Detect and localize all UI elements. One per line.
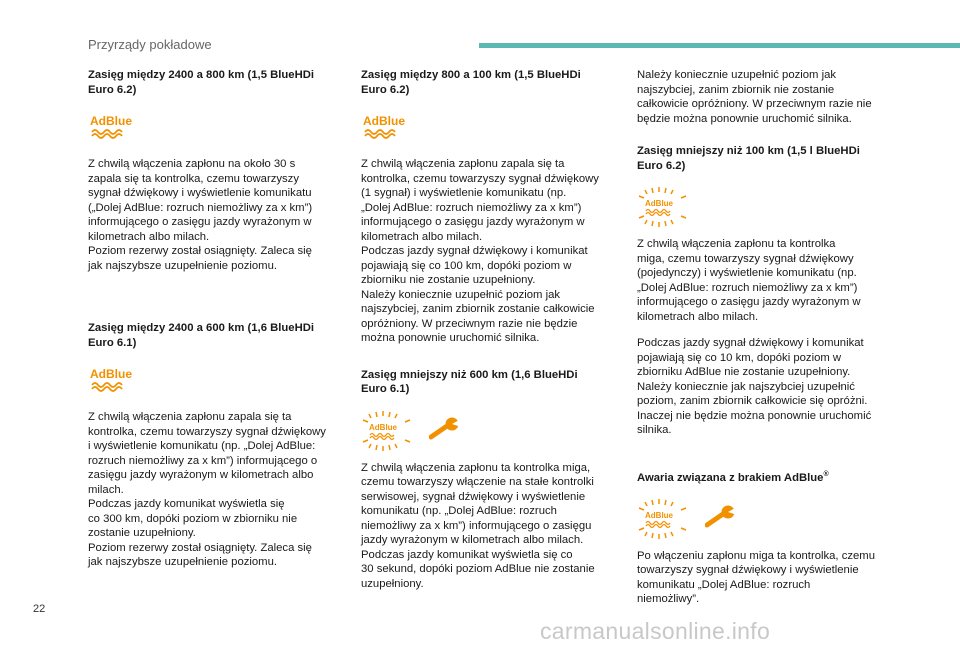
section-heading: Zasięg mniejszy niż 600 km (1,6 BlueHDi Euro 6.1) [361,368,578,395]
adblue-icon [88,113,138,139]
wrench-icon [705,505,739,529]
section-heading: Zasięg między 800 a 100 km (1,5 BlueHDi Euro 6.2) [361,69,581,96]
section-heading [637,468,919,485]
section-text: Z chwilą włączenia zapłonu na około 30 s zapala się ta kontrolka, czemu towarzyszy sygnał dźwiękowy i wyświetlenie komunikatu („Dolej AdBlue: rozruch niemożliwy za x km”) informującego o zasięgu jazdy wyrażonym w kilometrach albo milach. Poziom rezerwy został osiągnięty. Zaleca się jak najszybsze uzupełnienie poziomu. [88,158,313,272]
svg-text:AdBlue: AdBlue [645,510,673,520]
column-1 [88,68,370,570]
svg-text:AdBlue: AdBlue [645,199,673,208]
svg-text:AdBlue: AdBlue [90,114,132,128]
section-heading: Zasięg między 2400 a 800 km (1,5 BlueHDi Euro 6.2) [88,69,315,96]
section-text: Podczas jazdy sygnał dźwiękowy i komunikat pojawiają się co 10 km, dopóki poziom w zbiorniku AdBlue nie zostanie uzupełniony. Należy koniecznie jak najszybciej uzupełnić poziom, zanim zbiornik całkowicie się opróżni. Inaczej nie będzie można ponownie uruchomić silnika. [637,337,872,436]
page-header-bar [479,43,960,48]
section-text: Z chwilą włączenia zapłonu ta kontrolka miga, czemu towarzyszy włączenie na stałe kontrolki serwisowej, sygnał dźwiękowy i wyświetlenie komunikatu (np. „Dolej AdBlue: rozruch niemożliwy za x km”) informującego o zasięgu jazdy wyrażonym w kilometrach albo milach. Podczas jazdy komunikat wyświetla się co 30 sekund, dopóki poziom AdBlue nie zostanie uzupełniony. [361,461,595,590]
svg-text:AdBlue: AdBlue [363,114,405,128]
page-number: 22 [33,603,46,615]
adblue-blinking-service-icons [361,411,643,451]
section-text: Z chwilą włączenia zapłonu zapala się ta kontrolka, czemu towarzyszy sygnał dźwiękowy (1 sygnał) i wyświetlenie komunikatu (np. „Dolej AdBlue: rozruch niemożliwy za x km”) informującego o zasięgu jazdy wyrażonym w kilometrach albo milach. Podczas jazdy sygnał dźwiękowy i komunikat pojawiają się co 100 km, dopóki poziom w zbiorniku nie zostanie uzupełniony. Należy koniecznie uzupełnić poziom jak najszybciej, zanim zbiornik zostanie całkowicie opróżniony. W przeciwnym razie nie będzie można ponownie uruchomić silnika. [361,158,599,344]
adblue-blinking-service-icons [637,499,919,539]
section-heading: Zasięg mniejszy niż 100 km (1,5 l BlueHDi Euro 6.2) [637,145,860,172]
adblue-warning-icon [88,364,370,400]
column-2 [361,68,643,591]
heading-text: Awaria związana z brakiem AdBlue [637,471,824,484]
column-3 [637,68,919,607]
svg-text:AdBlue: AdBlue [90,367,132,381]
adblue-icon [88,366,138,392]
section-text: Z chwilą włączenia zapłonu ta kontrolka miga, czemu towarzyszy sygnał dźwiękowy (pojedynczy) i wyświetlenie komunikatu (np. „Dolej AdBlue: rozruch niemożliwy za x km”) informującego o zasięgu jazdy wyrażonym w kilometrach albo milach. [637,238,861,323]
adblue-blinking-icon [637,187,693,227]
wrench-icon [429,417,463,441]
adblue-warning-icon [361,111,643,147]
adblue-blinking-icon [361,411,417,451]
page-header-title: Przyrządy pokładowe [88,37,212,52]
adblue-blinking-icon-box [637,187,919,227]
section-text: Należy koniecznie uzupełnić poziom jak najszybciej, zanim zbiornik nie zostanie całkowicie opróżniony. W przeciwnym razie nie będzie można ponownie uruchomić silnika. [637,69,872,125]
adblue-warning-icon [88,111,370,147]
adblue-blinking-icon [637,499,693,539]
watermark: carmanualsonline.info [540,618,771,644]
adblue-icon [361,113,411,139]
section-text: Po włączeniu zapłonu miga ta kontrolka, czemu towarzyszy sygnał dźwiękowy i wyświetlenie komunikatu „Dolej AdBlue: rozruch niemożliwy”. [637,549,875,606]
registered-mark: ® [823,470,829,478]
svg-text:AdBlue: AdBlue [369,422,397,432]
section-heading: Zasięg między 2400 a 600 km (1,6 BlueHDi Euro 6.1) [88,322,315,349]
section-text: Z chwilą włączenia zapłonu zapala się ta kontrolka, czemu towarzyszy sygnał dźwiękowy i wyświetlenie komunikatu (np. „Dolej AdBlue: rozruch niemożliwy za x km”) informującego o zasięgu jazdy wyrażonym w kilometrach albo milach. Podczas jazdy komunikat wyświetla się co 300 km, dopóki poziom w zbiorniku nie zostanie uzupełniony. Poziom rezerwy został osiągnięty. Zaleca się jak najszybsze uzupełnienie poziomu. [88,411,326,568]
